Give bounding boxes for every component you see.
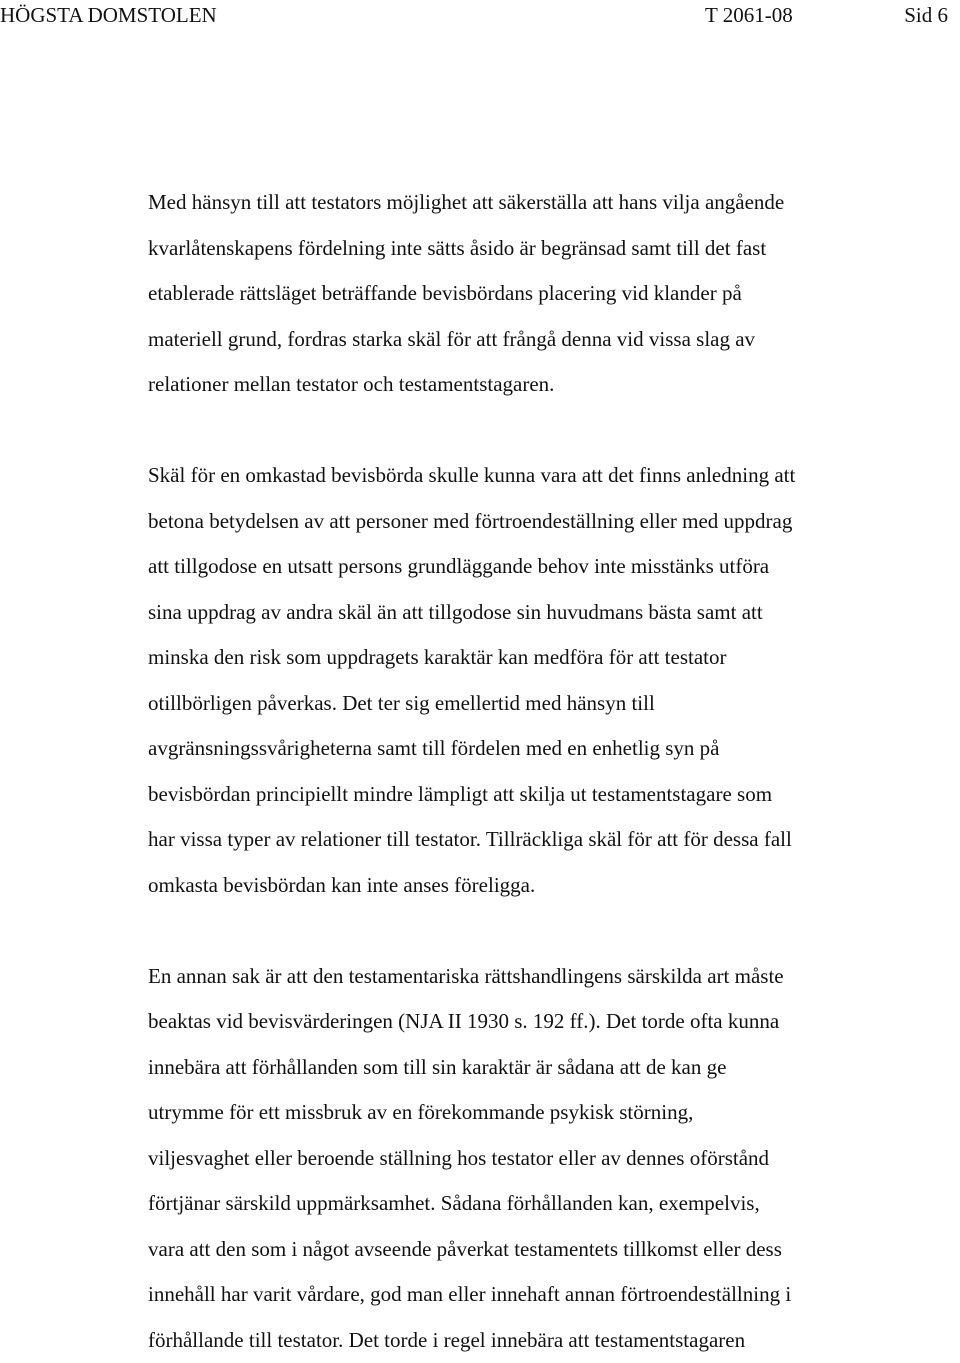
text-line: sina uppdrag av andra skäl än att tillgodose sin huvudmans bästa samt att xyxy=(148,590,960,636)
text-line: vara att den som i något avseende påverkat testamentets tillkomst eller dess xyxy=(148,1227,960,1273)
text-line: minska den risk som uppdragets karaktär kan medföra för att testator xyxy=(148,635,960,681)
paragraph-gap xyxy=(148,908,960,954)
text-line: viljesvaghet eller beroende ställning hos testator eller av dennes oförstånd xyxy=(148,1136,960,1182)
text-line: materiell grund, fordras starka skäl för att frångå denna vid vissa slag av xyxy=(148,317,960,363)
text-line: otillbörligen påverkas. Det ter sig emellertid med hänsyn till xyxy=(148,681,960,727)
text-line: kvarlåtenskapens fördelning inte sätts åsido är begränsad samt till det fast xyxy=(148,226,960,272)
text-line: avgränsningssvårigheterna samt till fördelen med en enhetlig syn på xyxy=(148,726,960,772)
case-number: T 2061-08 xyxy=(705,0,793,30)
text-line: etablerade rättsläget beträffande bevisbördans placering vid klander på xyxy=(148,271,960,317)
text-line: förhållande till testator. Det torde i regel innebära att testamentstagaren xyxy=(148,1318,960,1363)
text-line: att tillgodose en utsatt persons grundläggande behov inte misstänks utföra xyxy=(148,544,960,590)
text-line: Med hänsyn till att testators möjlighet att säkerställa att hans vilja angående xyxy=(148,180,960,226)
text-line: relationer mellan testator och testamentstagaren. xyxy=(148,362,960,408)
text-line: har vissa typer av relationer till testator. Tillräckliga skäl för att för dessa fall xyxy=(148,817,960,863)
text-line: betona betydelsen av att personer med förtroendeställning eller med uppdrag xyxy=(148,499,960,545)
text-line: Skäl för en omkastad bevisbörda skulle kunna vara att det finns anledning att xyxy=(148,453,960,499)
paragraph-gap xyxy=(148,408,960,454)
text-line: bevisbördan principiellt mindre lämpligt att skilja ut testamentstagare som xyxy=(148,772,960,818)
text-line: En annan sak är att den testamentariska rättshandlingens särskilda art måste xyxy=(148,954,960,1000)
text-line: omkasta bevisbördan kan inte anses föreligga. xyxy=(148,863,960,909)
paragraph-2 xyxy=(148,453,960,908)
text-line: innebära att förhållanden som till sin karaktär är sådana att de kan ge xyxy=(148,1045,960,1091)
text-line: förtjänar särskild uppmärksamhet. Sådana förhållanden kan, exempelvis, xyxy=(148,1181,960,1227)
document-body xyxy=(148,180,960,1363)
text-line: innehåll har varit vårdare, god man eller innehaft annan förtroendeställning i xyxy=(148,1272,960,1318)
page-header xyxy=(0,0,960,30)
text-line: beaktas vid bevisvärderingen (NJA II 1930 s. 192 ff.). Det torde ofta kunna xyxy=(148,999,960,1045)
paragraph-1 xyxy=(148,180,960,408)
court-name: HÖGSTA DOMSTOLEN xyxy=(0,0,217,30)
page-number: Sid 6 xyxy=(904,0,948,30)
paragraph-3 xyxy=(148,954,960,1363)
text-line: utrymme för ett missbruk av en förekommande psykisk störning, xyxy=(148,1090,960,1136)
